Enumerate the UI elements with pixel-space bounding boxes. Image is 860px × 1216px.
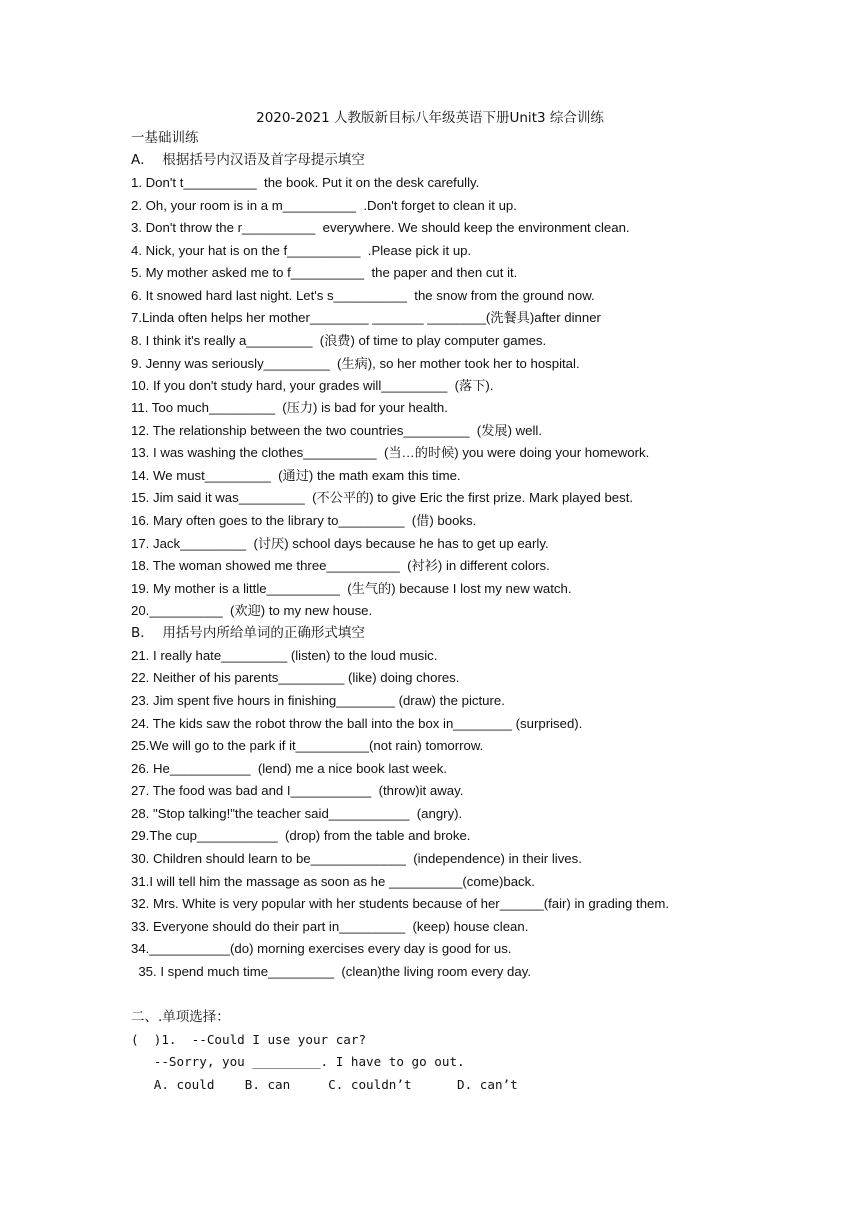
- exercise-item: 9. Jenny was seriously_________ (生病), so her mother took her to hospital.: [131, 356, 580, 371]
- exercise-item: 18. The woman showed me three__________ (衬衫) in different colors.: [131, 558, 550, 573]
- document-title: 2020-2021 人教版新目标八年级英语下册Unit3 综合训练: [256, 110, 604, 126]
- exercise-item: 32. Mrs. White is very popular with her students because of her______(fair) in grading them.: [131, 896, 670, 911]
- exercise-item: 5. My mother asked me to f__________ the paper and then cut it.: [131, 265, 518, 280]
- exercise-item: 19. My mother is a little__________ (生气的) because I lost my new watch.: [131, 581, 572, 596]
- exercise-item: 11. Too much_________ (压力) is bad for your health.: [131, 400, 448, 415]
- exercise-item: 7.Linda often helps her mother________ _______ ________(洗餐具)after dinner: [131, 310, 601, 325]
- exercise-item: 6. It snowed hard last night. Let's s__________ the snow from the ground now.: [131, 288, 595, 303]
- exercise-item: 14. We must_________ (通过) the math exam this time.: [131, 468, 461, 483]
- exercise-item: 4. Nick, your hat is on the f__________ .Please pick it up.: [131, 243, 472, 258]
- exercise-item: 16. Mary often goes to the library to_________ (借) books.: [131, 513, 477, 528]
- section-heading-multiple-choice: 二、.单项选择：: [131, 1009, 230, 1025]
- section-heading-basic: 一基础训练: [131, 130, 199, 146]
- exercise-item: 29.The cup___________ (drop) from the table and broke.: [131, 828, 471, 843]
- exercise-item: 2. Oh, your room is in a m__________ .Don't forget to clean it up.: [131, 198, 517, 213]
- exercise-item: 3. Don't throw the r__________ everywhere. We should keep the environment clean.: [131, 220, 630, 235]
- mc-question: ( )1. --Could I use your car?: [131, 1032, 367, 1047]
- exercise-item: 33. Everyone should do their part in_________ (keep) house clean.: [131, 919, 529, 934]
- exercise-item: 13. I was washing the clothes__________ (当…的时候) you were doing your homework.: [131, 445, 650, 460]
- exercise-item: 24. The kids saw the robot throw the ball into the box in________ (surprised).: [131, 716, 583, 731]
- exercise-item: 35. I spend much time_________ (clean)the living room every day.: [131, 964, 531, 979]
- exercise-item: 28. "Stop talking!"the teacher said___________ (angry).: [131, 806, 463, 821]
- exercise-item: 17. Jack_________ (讨厌) school days because he has to get up early.: [131, 536, 549, 551]
- exercise-item: 23. Jim spent five hours in finishing________ (draw) the picture.: [131, 693, 505, 708]
- exercise-item: 8. I think it's really a_________ (浪费) of time to play computer games.: [131, 333, 547, 348]
- mc-question-line: --Sorry, you _________. I have to go out.: [131, 1054, 465, 1069]
- exercise-item: 1. Don't t__________ the book. Put it on the desk carefully.: [131, 175, 480, 190]
- exercise-item: 12. The relationship between the two countries_________ (发展) well.: [131, 423, 543, 438]
- exercise-item: 10. If you don't study hard, your grades will_________ (落下).: [131, 378, 494, 393]
- part-a-heading: A． 根据括号内汉语及首字母提示填空: [131, 152, 365, 168]
- exercise-item: 26. He___________ (lend) me a nice book last week.: [131, 761, 447, 776]
- exercise-item: 27. The food was bad and I___________ (throw)it away.: [131, 783, 464, 798]
- part-b-heading: B． 用括号内所给单词的正确形式填空: [131, 625, 365, 641]
- exercise-item: 21. I really hate_________ (listen) to the loud music.: [131, 648, 438, 663]
- mc-options: A. could B. can C. couldn’t D. can’t: [131, 1077, 518, 1092]
- exercise-item: 31.I will tell him the massage as soon as he __________(come)back.: [131, 874, 535, 889]
- exercise-item: 25.We will go to the park if it__________(not rain) tomorrow.: [131, 738, 484, 753]
- exercise-item: 30. Children should learn to be_____________ (independence) in their lives.: [131, 851, 582, 866]
- exercise-item: 22. Neither of his parents_________ (like) doing chores.: [131, 670, 460, 685]
- exercise-item: 20.__________ (欢迎) to my new house.: [131, 603, 373, 618]
- exercise-item: 15. Jim said it was_________ (不公平的) to give Eric the first prize. Mark played best.: [131, 490, 634, 505]
- exercise-item: 34.___________(do) morning exercises every day is good for us.: [131, 941, 512, 956]
